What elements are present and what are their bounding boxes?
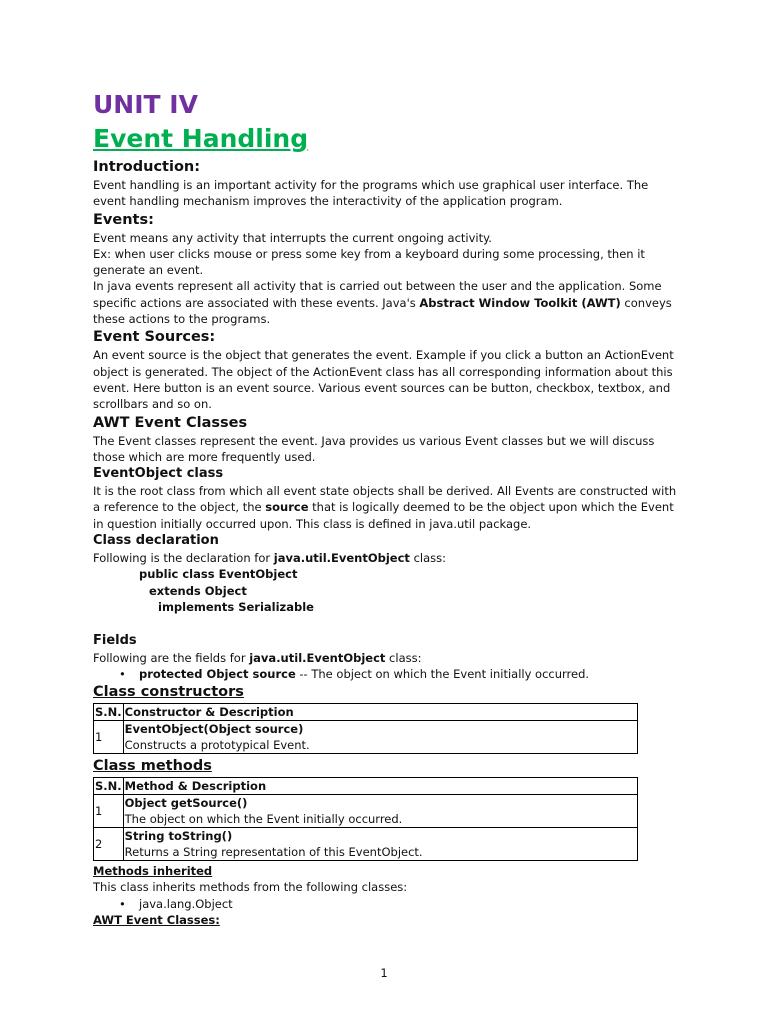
constructors-table: [93, 703, 638, 754]
table-header-sn: S.N.: [95, 779, 122, 794]
chapter-title: Event Handling: [93, 124, 309, 153]
eventobject-text-c: that is logically deemed to be the object upon which the Event in question initially occurred upon. This class is defined in java.util package.: [93, 500, 674, 531]
intro-heading: Introduction:: [93, 159, 201, 175]
row-sn: 1: [94, 721, 124, 754]
table-header-desc: Constructor & Description: [123, 704, 637, 721]
row-content: [123, 828, 637, 861]
row-desc: Returns a String representation of this EventObject.: [124, 845, 423, 860]
code-line-2: extends Object: [149, 583, 247, 598]
row-sn: 1: [94, 795, 124, 828]
row-content: [123, 795, 637, 828]
unit-title: UNIT IV: [93, 90, 198, 119]
fields-list: [93, 666, 683, 682]
awt-classes-text: The Event classes represent the event. Java provides us various Event classes but we will discuss those which are more frequently used.: [93, 433, 655, 464]
table-row: [94, 828, 638, 861]
declaration-intro-c: class:: [409, 551, 446, 566]
methods-heading: Class methods: [93, 758, 212, 775]
field-name: protected Object source: [139, 667, 296, 682]
row-sn: 2: [94, 828, 124, 861]
eventobject-heading: EventObject class: [93, 466, 224, 482]
code-line-3: implements Serializable: [158, 600, 314, 615]
spacer: [93, 616, 683, 632]
intro-text: Event handling is an important activity for the programs which use graphical user interface. The event handling mechanism improves the interactivity of the application program.: [93, 178, 649, 209]
list-item: [139, 666, 683, 682]
table-header-desc: Method & Description: [123, 778, 637, 795]
row-name: Object getSource(): [124, 796, 248, 811]
declaration-heading: Class declaration: [93, 533, 219, 549]
events-p3-a: In java events represent all activity that is carried out between the user and the application. Some specific actions are associated with these events. Java's: [93, 279, 662, 310]
events-heading: Events:: [93, 211, 154, 228]
sources-text: An event source is the object that generates the event. Example if you click a button an ActionEvent object is generated. The object of the ActionEvent class has all corresponding information about this event. Here button is an event source. Various event sources can be button, checkbox, textbox, and scrollbars and so on.: [93, 348, 674, 412]
events-p1: Event means any activity that interrupts the current ongoing activity.: [93, 230, 492, 245]
fields-class-name: java.util.EventObject: [249, 650, 386, 665]
row-name: EventObject(Object source): [124, 722, 304, 737]
declaration-intro-a: Following is the declaration for: [93, 551, 274, 566]
inherited-heading: Methods inherited: [93, 864, 213, 879]
awt-term: Abstract Window Toolkit (AWT): [419, 295, 621, 310]
page-content: [93, 88, 683, 928]
events-p3: [93, 278, 683, 327]
table-header-row: [94, 704, 638, 721]
eventobject-text: [93, 483, 683, 532]
field-desc: -- The object on which the Event initially occurred.: [295, 667, 590, 682]
events-p2: Ex: when user clicks mouse or press some key from a keyboard during some processing, then it generate an event.: [93, 246, 645, 278]
row-desc: The object on which the Event initially occurred.: [124, 812, 403, 827]
eventobject-text-a: It is the root class from which all event state objects shall be derived. All Events are constructed with a reference to the object, the: [93, 484, 677, 515]
fields-heading: Fields: [93, 632, 137, 648]
fields-intro-a: Following are the fields for: [93, 650, 250, 665]
events-p3-c: conveys these actions to the programs.: [93, 295, 672, 327]
fields-intro-c: class:: [385, 650, 422, 665]
declaration-intro: [93, 550, 683, 566]
code-line-1: public class EventObject: [139, 567, 298, 582]
awt-classes-heading: AWT Event Classes: [93, 414, 248, 431]
table-row: [94, 795, 638, 828]
source-term: source: [265, 500, 309, 515]
methods-table: [93, 777, 638, 861]
inherited-list: [93, 896, 683, 912]
row-name: String toString(): [124, 829, 233, 844]
fields-intro: [93, 650, 683, 666]
list-item: • java.lang.Object: [139, 896, 683, 912]
constructors-heading: Class constructors: [93, 684, 244, 701]
row-desc: Constructs a prototypical Event.: [124, 738, 310, 753]
page-number: 1: [380, 966, 388, 980]
inherited-text: This class inherits methods from the following classes:: [93, 880, 408, 895]
table-row: [94, 721, 638, 754]
declaration-class-name: java.util.EventObject: [273, 551, 410, 566]
row-content: [123, 721, 637, 754]
table-header-row: [94, 778, 638, 795]
awt-event-classes-heading: AWT Event Classes:: [93, 913, 220, 928]
sources-heading: Event Sources:: [93, 329, 216, 346]
table-header-sn: S.N.: [95, 705, 122, 720]
